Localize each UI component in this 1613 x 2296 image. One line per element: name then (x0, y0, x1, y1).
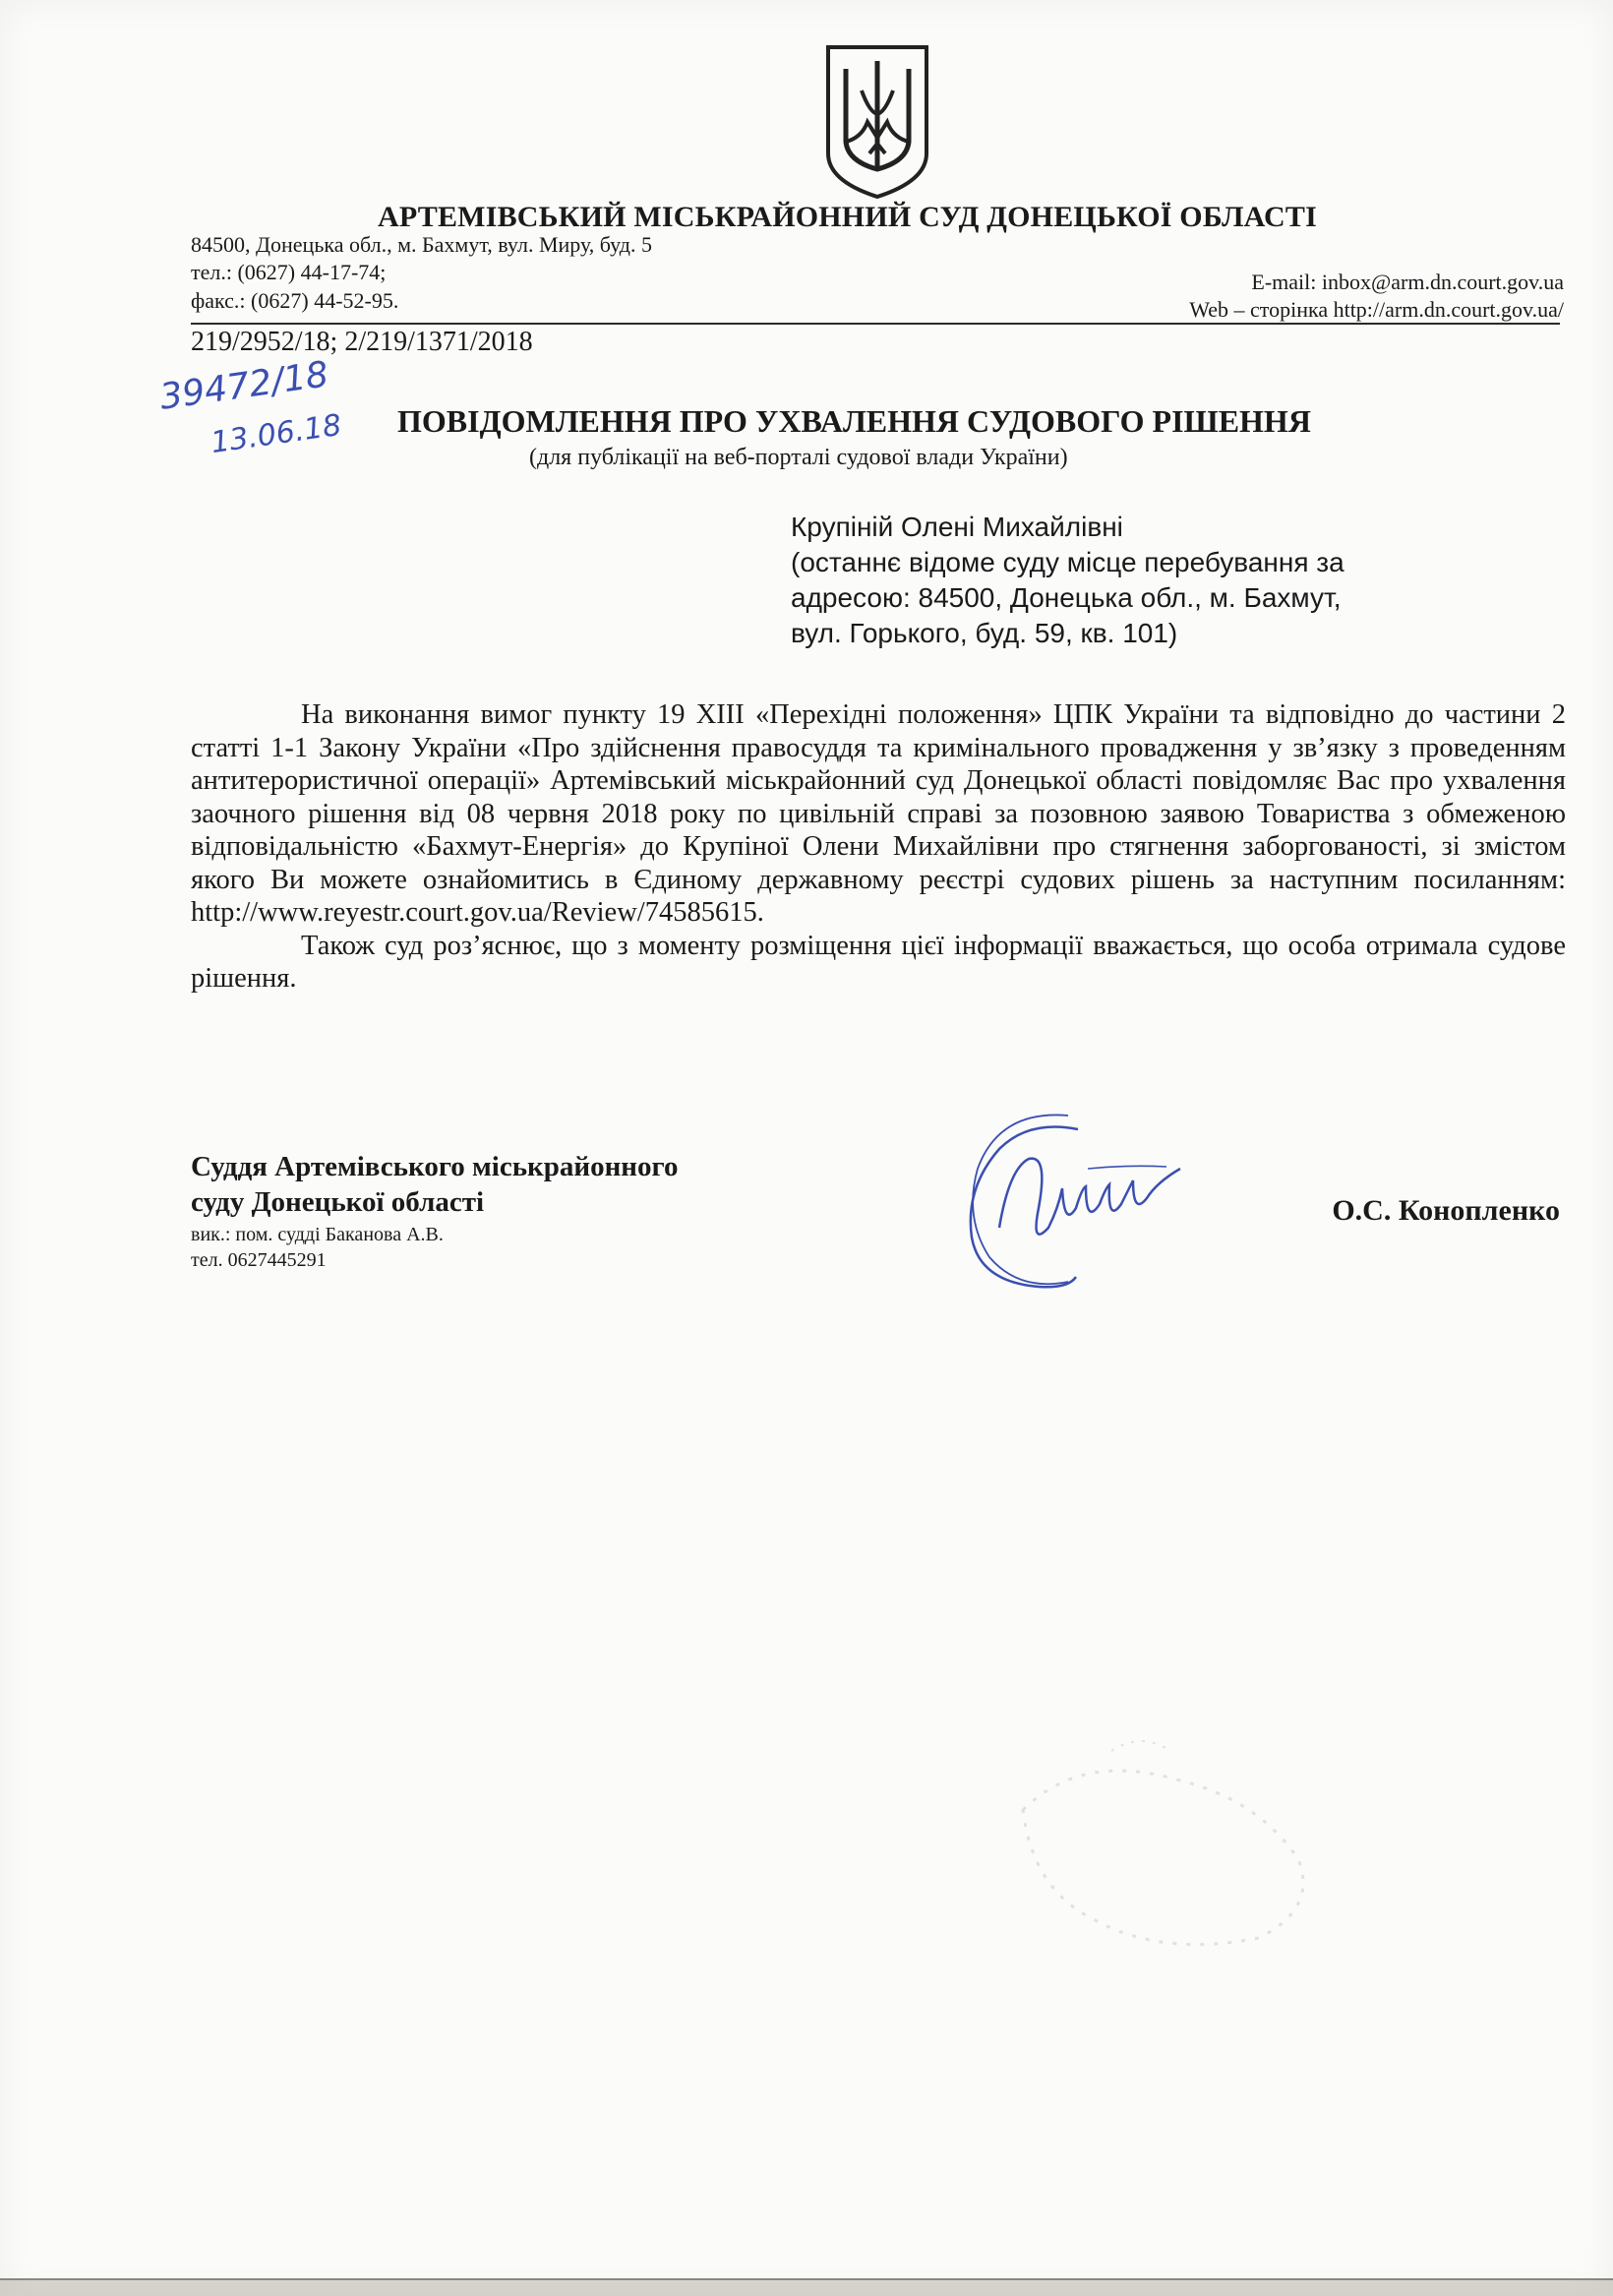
court-email: E-mail: inbox@arm.dn.court.gov.ua (1251, 270, 1564, 294)
handwritten-reg-number: 39472/18 (156, 354, 331, 418)
scan-edge (0, 2280, 1613, 2296)
addressee-line: Крупіній Олені Михайлівні (791, 512, 1123, 542)
handwritten-date: 13.06.18 (209, 407, 344, 461)
court-phone: тел.: (0627) 44-17-74; (191, 260, 387, 284)
court-name: АРТЕМІВСЬКИЙ МІСЬКРАЙОННИЙ СУД ДОНЕЦЬКОЇ ОБЛАСТІ (378, 201, 1317, 233)
signature-icon (960, 1110, 1206, 1297)
judge-title (191, 1149, 678, 1220)
coat-of-arms-icon (822, 43, 932, 201)
body-paragraph: На виконання вимог пункту 19 ХІІІ «Перехідні положення» ЦПК України та відповідно до частини 2 статті 1-1 Закону України «Про здійснення правосуддя та кримінального провадження у зв’язку з проведенням антитерористичної операції» Артемівський міськрайонний суд Донецької області повідомляє Вас про ухвалення заочного рішення від 08 червня 2018 року по цивільній справі за позовною заявою Товариства з обмеженою відповідальністю «Бахмут-Енергія» до Крупіної Олени Михайлівни про стягнення заборгованості, зі змістом якого Ви можете ознайомитись в Єдиному державному реєстрі судових рішень за наступним посиланням: http://www.reyestr.court.gov.ua/Review/74585615. (191, 699, 1566, 928)
court-address: 84500, Донецька обл., м. Бахмут, вул. Миру, буд. 5 (191, 232, 652, 257)
paper-smudge (964, 1712, 1377, 1967)
addressee-line: вул. Горького, буд. 59, кв. 101) (791, 618, 1178, 648)
judge-name: О.С. Конопленко (1332, 1194, 1560, 1227)
body-paragraph: Також суд роз’яснює, що з моменту розміщення цієї інформації вважається, що особа отримала судове рішення. (191, 930, 1566, 994)
court-website: Web – сторінка http://arm.dn.court.gov.ua/ (1189, 297, 1564, 322)
executor-name: вик.: пом. судді Баканова А.В. (191, 1224, 444, 1245)
case-numbers: 219/2952/18; 2/219/1371/2018 (191, 327, 533, 357)
addressee-line: (останнє відоме суду місце перебування за (791, 547, 1344, 577)
judge-title-line: суду Донецької області (191, 1186, 485, 1218)
court-fax: факс.: (0627) 44-52-95. (191, 288, 399, 313)
executor-info (191, 1222, 444, 1273)
addressee-line: адресою: 84500, Донецька обл., м. Бахмут, (791, 582, 1342, 613)
executor-phone: тел. 0627445291 (191, 1249, 327, 1271)
notice-body (191, 698, 1566, 996)
header-divider (191, 323, 1560, 325)
notice-subtitle: (для публікації на веб-порталі судової влади України) (529, 445, 1068, 470)
judge-title-line: Суддя Артемівського міськрайонного (191, 1151, 679, 1182)
addressee-block (791, 510, 1440, 651)
notice-title: ПОВІДОМЛЕННЯ ПРО УХВАЛЕННЯ СУДОВОГО РІШЕННЯ (397, 403, 1311, 439)
